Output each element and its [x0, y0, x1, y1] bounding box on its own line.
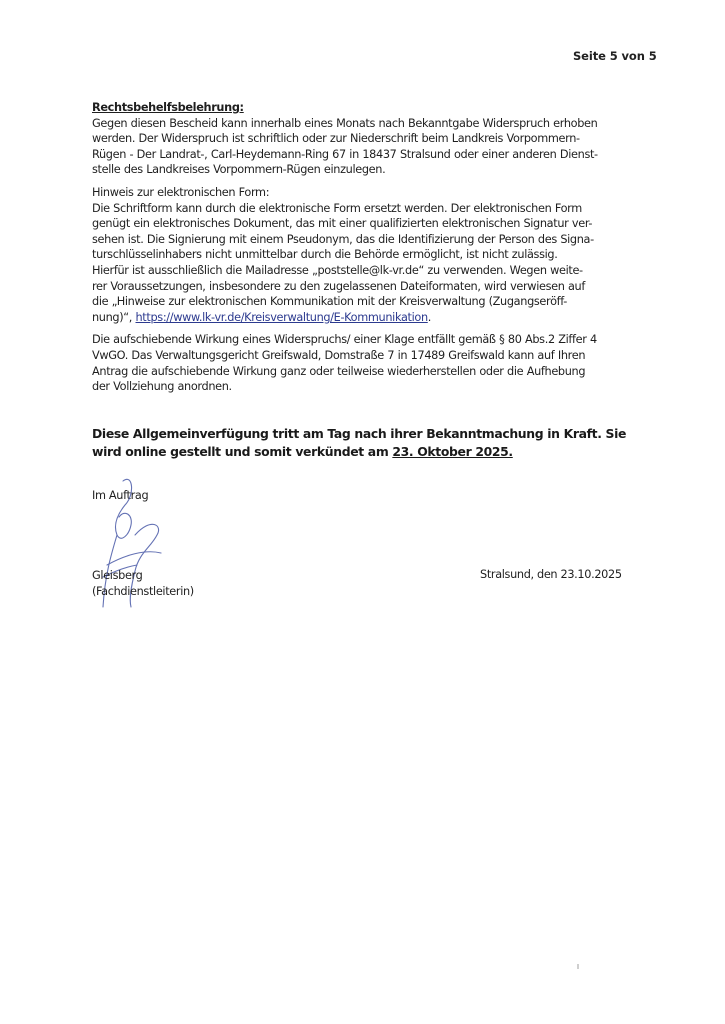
electronic-form-heading: Hinweis zur elektronischen Form: — [92, 185, 270, 199]
electronic-form-line: die „Hinweise zur elektronischen Kommunikation mit der Kreisverwaltung (Zugangseröff- — [92, 295, 567, 309]
document-body — [92, 100, 652, 395]
signatory-block — [92, 568, 194, 600]
page-number: Seite 5 von 5 — [573, 49, 657, 63]
electronic-form-line: sehen ist. Die Signierung mit einem Pseudonym, das die Identifizierung der Person des Signa- — [92, 232, 594, 246]
electronic-form-line: rer Voraussetzungen, insbesondere zu den zugelassenen Dateiformaten, wird verwiesen auf — [92, 279, 585, 293]
effective-notice — [92, 425, 652, 460]
paragraph-gap — [92, 325, 652, 332]
suspensive-effect-section — [92, 332, 652, 394]
suspensive-effect-line: VwGO. Das Verwaltungsgericht Greifswald, Domstraße 7 in 17489 Greifswald kann auf Ihren — [92, 348, 586, 362]
scan-artifact — [577, 964, 579, 969]
legal-remedy-heading: Rechtsbehelfsbelehrung: — [92, 101, 244, 114]
publication-date: 23. Oktober 2025. — [392, 443, 513, 459]
legal-remedy-section — [92, 100, 652, 178]
effective-notice-line — [92, 443, 652, 461]
on-behalf-label: Im Auftrag — [92, 489, 149, 502]
paragraph-gap — [92, 178, 652, 185]
legal-remedy-line: Gegen diesen Bescheid kann innerhalb eines Monats nach Bekanntgabe Widerspruch erhoben — [92, 116, 598, 130]
electronic-form-last-line — [92, 310, 652, 326]
last-line-suffix: . — [427, 310, 432, 324]
legal-remedy-line: stelle des Landkreises Vorpommern-Rügen einzulegen. — [92, 163, 386, 177]
suspensive-effect-line: der Vollziehung anordnen. — [92, 380, 232, 394]
legal-remedy-line: werden. Der Widerspruch ist schriftlich oder zur Niederschrift beim Landkreis Vorpommern- — [92, 132, 580, 146]
signatory-role: (Fachdienstleiterin) — [92, 585, 194, 598]
legal-remedy-line: Rügen - Der Landrat-, Carl-Heydemann-Ring 67 in 18437 Stralsund oder einer anderen Dienst- — [92, 147, 598, 161]
signatory-name: Gleisberg — [92, 569, 143, 582]
electronic-form-line: genügt ein elektronisches Dokument, das mit einer qualifizierten elektronischen Signatur ver- — [92, 217, 593, 231]
electronic-form-line: Hierfür ist ausschließlich die Mailadresse „poststelle@lk-vr.de“ zu verwenden. Wegen weite- — [92, 263, 583, 277]
place-and-date: Stralsund, den 23.10.2025 — [480, 568, 622, 581]
last-line-prefix: nung)“, — [92, 310, 136, 324]
effective-notice-prefix: wird online gestellt und somit verkündet am — [92, 443, 393, 459]
e-kommunikation-link[interactable]: https://www.lk-vr.de/Kreisverwaltung/E-Kommunikation — [135, 310, 428, 324]
suspensive-effect-line: Antrag die aufschiebende Wirkung ganz oder teilweise wiederherstellen oder die Aufhebung — [92, 364, 586, 378]
suspensive-effect-line: Die aufschiebende Wirkung eines Widerspruchs/ einer Klage entfällt gemäß § 80 Abs.2 Ziffer 4 — [92, 333, 597, 347]
electronic-form-line: Die Schriftform kann durch die elektronische Form ersetzt werden. Der elektronischen Form — [92, 201, 582, 215]
electronic-form-line: turschlüsselinhabers nicht unmittelbar durch die Behörde ermöglicht, ist nicht zulässig. — [92, 248, 558, 262]
electronic-form-section — [92, 185, 652, 325]
effective-notice-line: Diese Allgemeinverfügung tritt am Tag nach ihrer Bekanntmachung in Kraft. Sie — [92, 426, 627, 441]
